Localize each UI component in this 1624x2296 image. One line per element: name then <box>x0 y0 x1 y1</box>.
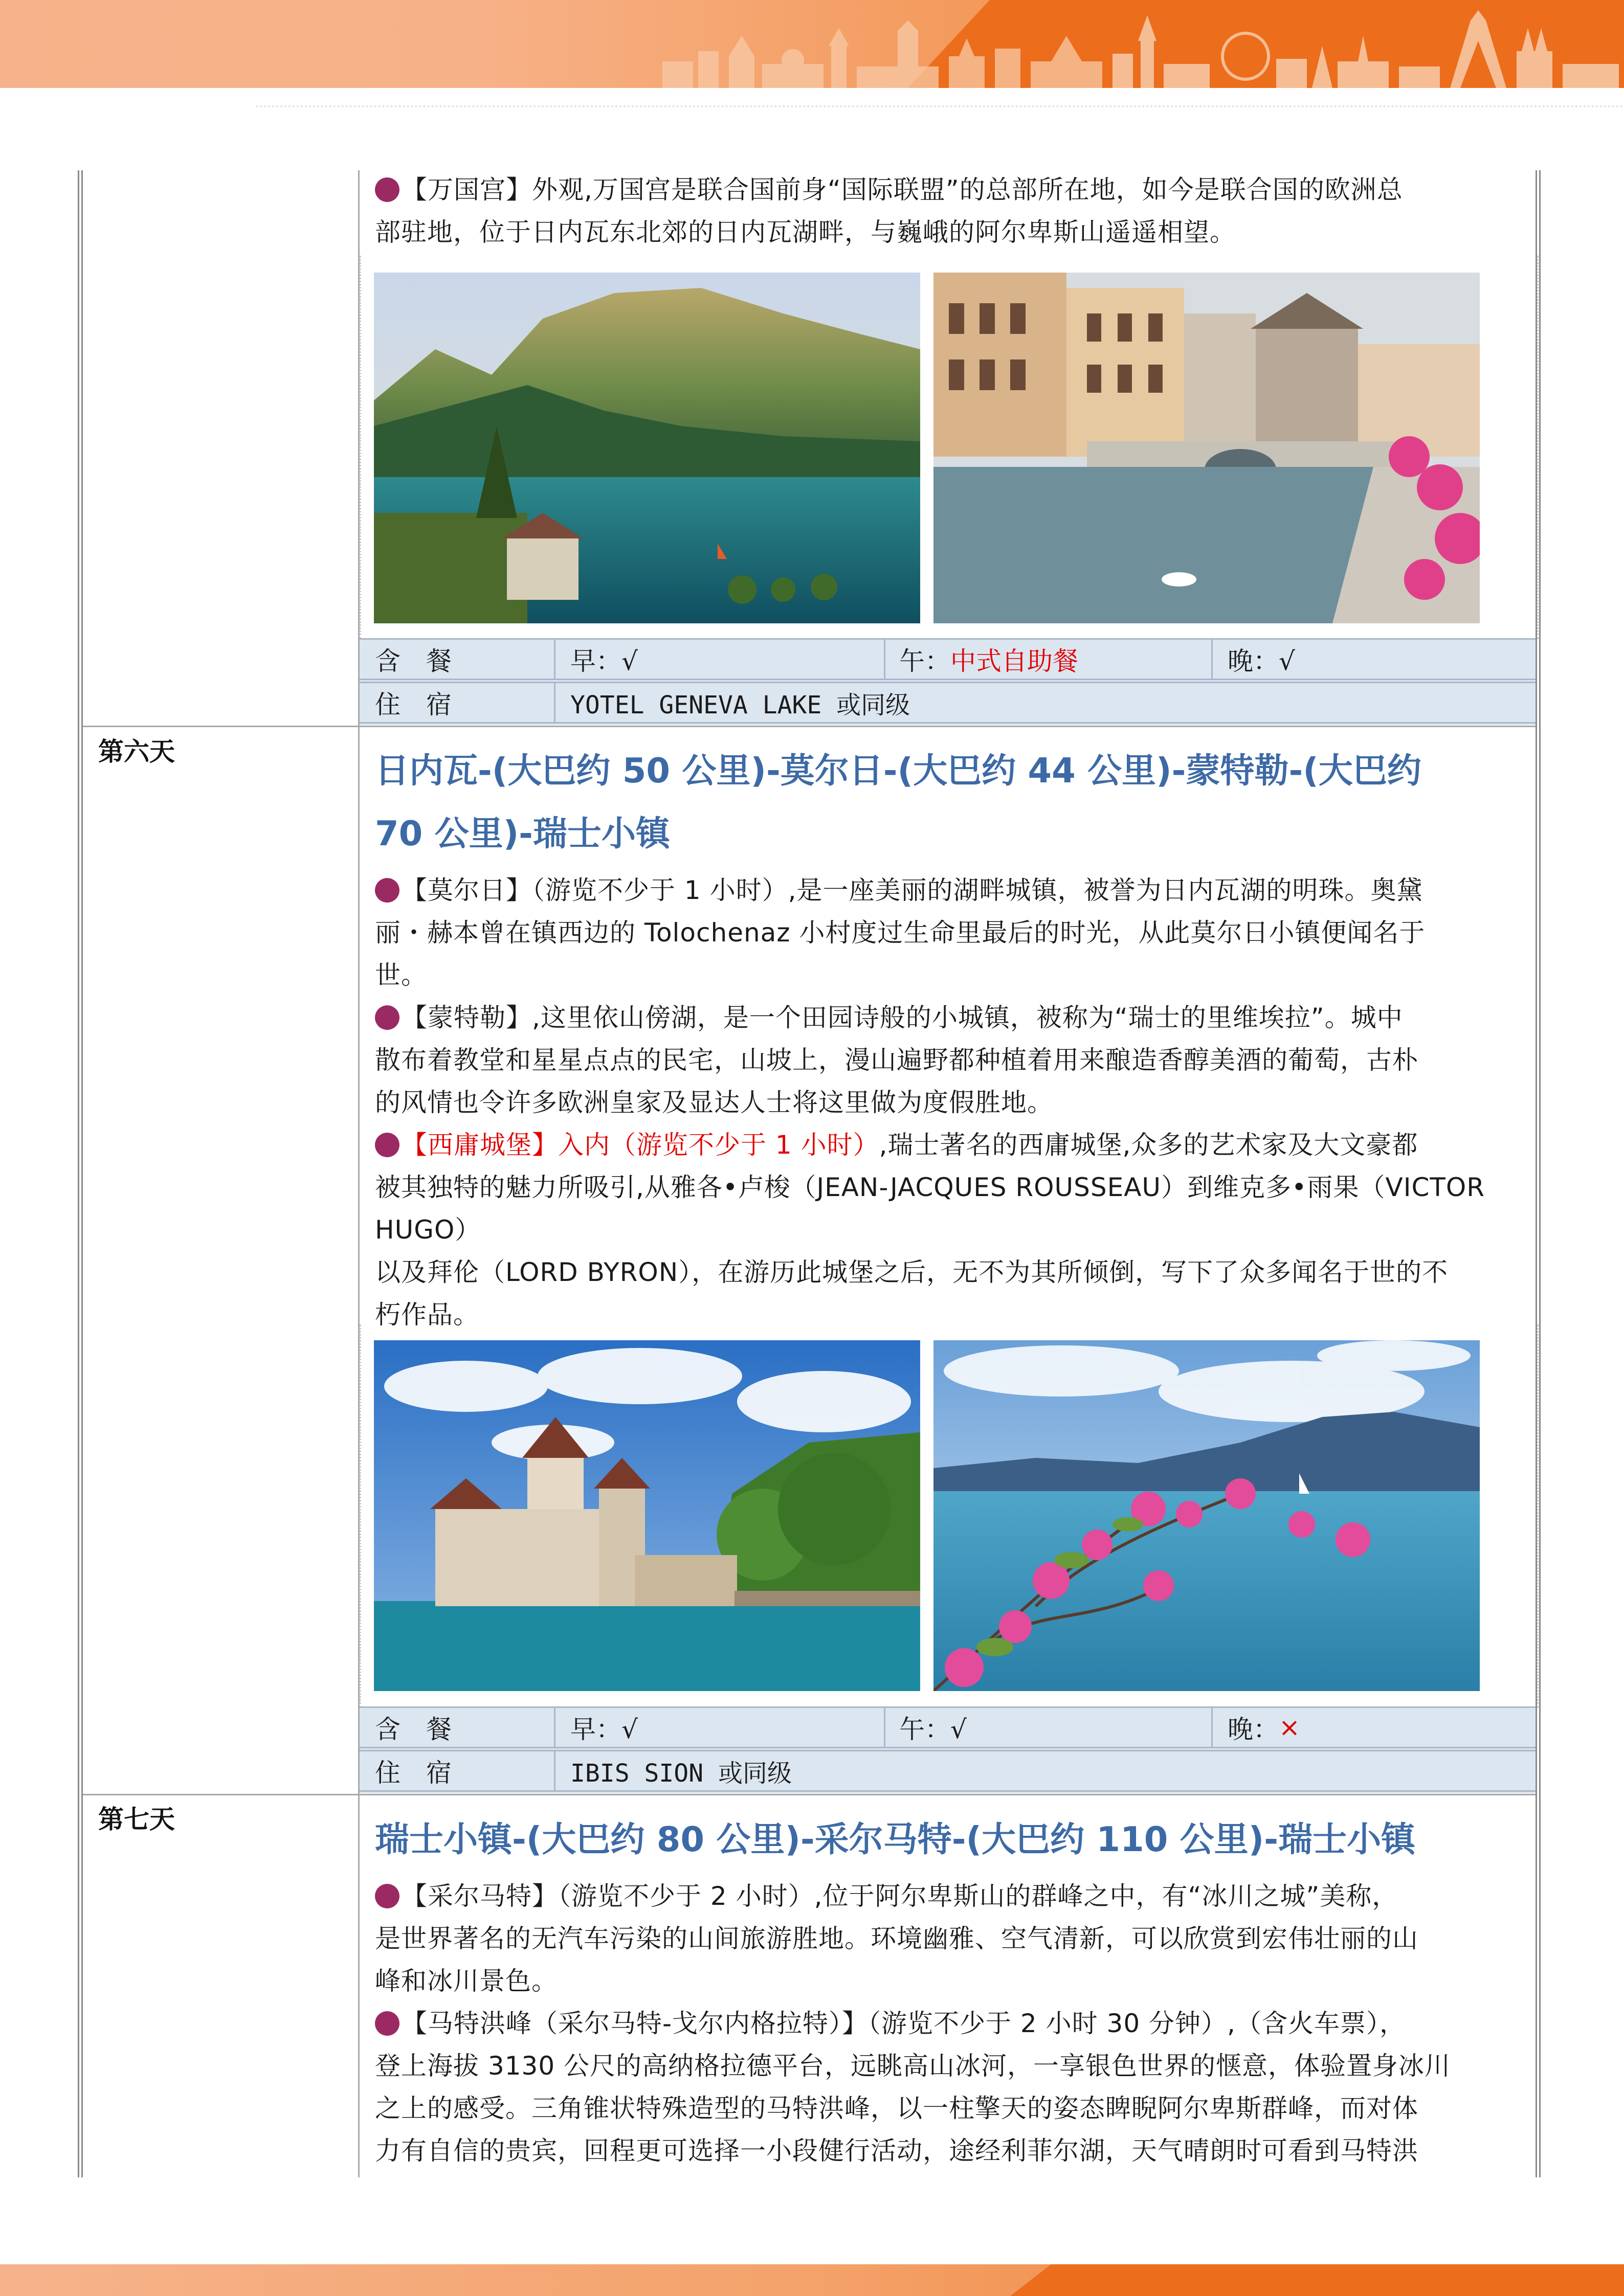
dinner-cell: 晚：√ <box>1228 646 1295 676</box>
day6-meals-row <box>360 1706 1536 1748</box>
city-skyline-graphic <box>652 0 1624 88</box>
annecy-canal-photo <box>933 273 1480 623</box>
lunch-cell: 午： 中式自助餐 <box>899 646 1078 676</box>
lake-annecy-photo <box>374 273 920 623</box>
bullet-dot-icon <box>375 177 399 202</box>
meals-label: 含 餐 <box>375 1715 452 1744</box>
lunch-cell: 午：√ <box>899 1715 967 1744</box>
hotel-label: 住 宿 <box>375 1758 452 1788</box>
palais-des-nations-paragraph: 【万国宫】外观,万国宫是联合国前身“国际联盟”的总部所在地，如今是联合国的欧洲总 部驻地，位于日内瓦东北郊的日内瓦湖畔，与巍峨的阿尔卑斯山遥遥相望。 <box>375 175 1403 247</box>
page-header-banner <box>0 0 1624 88</box>
day6-meals-hotel-table <box>360 1706 1536 1793</box>
lake-geneva-flowers-photo <box>933 1340 1480 1691</box>
bullet-dot-icon <box>375 878 399 903</box>
page-footer-band <box>0 2264 1624 2296</box>
matterhorn-paragraph: 【马特洪峰（采尔马特-戈尔内格拉特）】（游览不少于 2 小时 30 分钟）,（含火车票）， 登上海拔 3130 公尺的高纳格拉德平台，远眺高山冰河，一享银色世界的惬意，体验置身冰川 之上的感受。三角锥状特殊造型的马特洪峰，以一柱擎天的姿态睥睨阿尔卑斯群峰，而对体 力有自信的贵宾，回程更可选择一小段健行活动，途经利菲尔湖，天气晴朗时可看到马特洪 <box>375 2009 1451 2166</box>
day7-route-title: 瑞士小镇-(大巴约 80 公里)-采尔马特-(大巴约 110 公里)-瑞士小镇 <box>375 1819 1416 1859</box>
header-dotted-rule <box>256 105 1624 107</box>
dinner-cell: 晚： × <box>1228 1713 1300 1744</box>
day7-row-border <box>83 1794 1536 1795</box>
montreux-paragraph: 【蒙特勒】,这里依山傍湖，是一个田园诗般的小城镇，被称为“瑞士的里维埃拉”。城中 散布着教堂和星星点点的民宅，山坡上，漫山遍野都种植着用来酿造香醇美酒的葡萄，古朴 的风情也令许多欧洲皇家及显达人士将这里做为度假胜地。 <box>375 1003 1418 1117</box>
day6-hotel-row <box>360 1750 1536 1792</box>
chillon-paragraph: 【西庸城堡】入内（游览不少于 1 小时）,瑞士著名的西庸城堡,众多的艺术家及大文豪都 被其独特的魅力所吸引,从雅各•卢梭（JEAN-JACQUES ROUSSEAU）到维克多•雨果（VICTOR HUGO） 以及拜伦（LORD BYRON），在游历此城堡之后，无不为其所倾倒，写下了众多闻名于世的不 朽作品。 <box>375 1130 1485 1330</box>
bullet-dot-icon <box>375 1884 399 1908</box>
day5-meals-hotel-table <box>360 638 1536 725</box>
day5-hotel-row <box>360 682 1536 724</box>
breakfast-cell: 早：√ <box>570 646 638 676</box>
bullet-dot-icon <box>375 1005 399 1030</box>
footer-orange-wedge <box>1010 2264 1624 2296</box>
breakfast-cell: 早：√ <box>570 1715 638 1744</box>
hotel-name: IBIS SION 或同级 <box>570 1759 792 1788</box>
bullet-dot-icon <box>375 2011 399 2036</box>
bullet-dot-icon <box>375 1133 399 1157</box>
morges-paragraph: 【莫尔日】（游览不少于 1 小时）,是一座美丽的湖畔城镇，被誉为日内瓦湖的明珠。奥黛 丽・赫本曾在镇西边的 Tolochenaz 小村度过生命里最后的时光，从此莫尔日小镇便闻名于 世。 <box>375 875 1426 990</box>
day7-content <box>375 1798 1526 2172</box>
day6-label: 第六天 <box>98 737 175 767</box>
hotel-label: 住 宿 <box>375 690 452 719</box>
day5-meals-row <box>360 638 1536 680</box>
day6-route-title: 日内瓦-(大巴约 50 公里)-莫尔日-(大巴约 44 公里)-蒙特勒-(大巴约 <box>375 751 1421 791</box>
day6-content: 日内瓦-(大巴约 50 公里)-莫尔日-(大巴约 44 公里)-蒙特勒-(大巴约 70 公里)-瑞士小镇 【莫尔日】（游览不少于 1 小时）,是一座美丽的湖畔城镇，被誉为日内瓦湖的明珠。奥黛 丽・赫本曾在镇西边的 Tolochenaz 小村度过生命里最后的时光，从此莫尔日小镇便闻名于 世。 【蒙特勒】,这里依山傍湖，是一个田园诗般的小城镇，被称为“瑞士的里维埃拉”。城中 散布着教堂和星星点点的民宅，山坡上，漫山遍野都种植着用来酿造香醇美酒的葡萄，古朴 的风情也令许多欧洲皇家及显达人士将这里做为度假胜地。 【西庸城堡】入内（游览不少于 1 小时）,瑞士著名的西庸城堡,众多的艺术家及大文豪都 被其独特的魅力所吸引,从雅各•卢梭（JEAN-JACQUES ROUSSEAU）到维克多•雨果（VICTOR HUGO） 以及拜伦（LORD BYRON），在游历此城堡之后，无不为其所倾倒，写下了众多闻名于世的不 朽作品。 <box>375 729 1526 1336</box>
day6-row-border <box>83 726 1536 727</box>
hotel-name: YOTEL GENEVA LAKE 或同级 <box>570 690 910 719</box>
day5-content <box>375 169 1526 254</box>
chillon-castle-photo <box>374 1340 920 1691</box>
meals-label: 含 餐 <box>375 646 452 676</box>
day7-label: 第七天 <box>98 1805 175 1834</box>
zermatt-paragraph: 【采尔马特】（游览不少于 2 小时）,位于阿尔卑斯山的群峰之中，有“冰川之城”美称， 是世界著名的无汽车污染的山间旅游胜地。环境幽雅、空气清新，可以欣赏到宏伟壮丽的山 峰和冰川景色。 <box>375 1881 1418 1996</box>
